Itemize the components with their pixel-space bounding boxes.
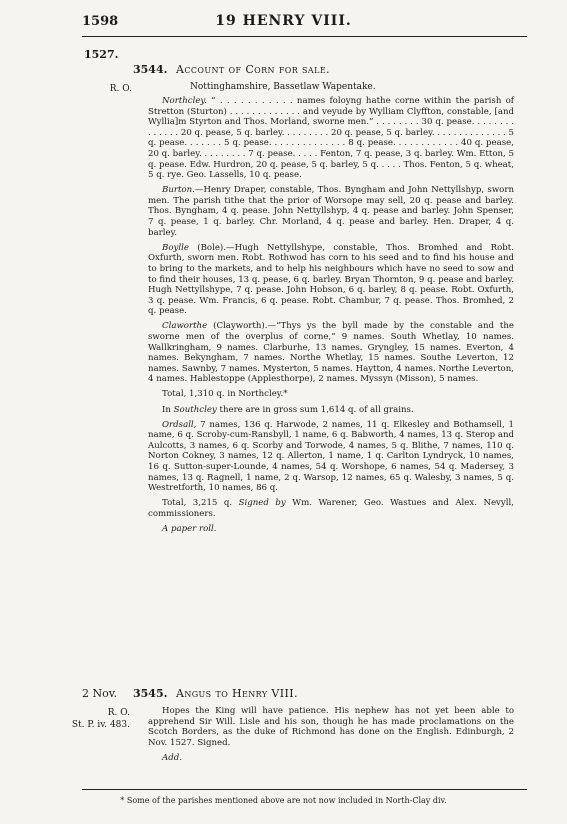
margin-source: R. O. xyxy=(109,84,132,94)
page-number: 1598 xyxy=(82,14,119,29)
year-marker: 1527. xyxy=(84,48,119,61)
wapentake-heading: Nottinghamshire, Bassetlaw Wapentake. xyxy=(190,82,376,92)
entry-3544-body xyxy=(148,96,514,539)
paragraph-boylle: Boylle (Bole).—Hugh Nettyllshype, constable, Thos. Bromhed and Robt. Oxfurth, sworn men. Robt. Rothwod has corn to his seed and to find his house and to bring to the markets, and to help his neighbours which have no seed to sow and to find their houses, 13 q. pease, 6 q. barley. Bryan Thornton, 9 q. pease and barley. Hugh Nettyllshype, 7 q. pease. John Hobson, 6 q. barley, 8 q. pease. Robt. Oxfurth, 3 q. pease. Wm. Francis, 6 q. pease. Robt. Chambur, 7 q. pease. Thos. Bromhed, 2 q. pease. xyxy=(148,242,514,317)
header-rule xyxy=(82,36,527,37)
footnote-rule xyxy=(82,789,527,790)
entry-3545-body xyxy=(148,706,514,768)
running-title: 19 HENRY VIII. xyxy=(215,13,352,29)
entry-title-3545: Angus to Henry VIII. xyxy=(176,687,298,700)
paragraph-paper-roll: A paper roll. xyxy=(162,523,217,534)
paragraph-ordsall: Ordsall, 7 names, 136 q. Harwode, 2 names, 11 q. Elkesley and Bothamsell, 1 name, 6 q. Scroby-cum-Ransbyll, 1 name, 6 q. Babworth, 4 names, 13 q. Sterop and Aulcotts, 3 names, 6 q. Scorby and Torwode, 4 names, 5 q. Blithe, 7 names, 110 q. Norton Cokney, 3 names, 12 q. Allerton, 1 name, 1 q. Carlton Lyndryck, 10 names, 16 q. Sutton-super-Lounde, 4 names, 54 q. Worshope, 6 names, 54 q. Madersey, 3 names, 13 q. Ragnell, 1 name, 2 q. Warsop, 12 names, 65 q. Walesby, 3 names, 5 q. Westretforth, 10 names, 86 q. xyxy=(148,419,514,494)
footnote: * Some of the parishes mentioned above are not now included in North-Clay div. xyxy=(120,796,447,805)
margin-source-3545: R. O. xyxy=(107,708,130,718)
paragraph-total-northcley: Total, 1,310 q. in Northcley.* xyxy=(162,389,288,400)
entry-number-3545: 3545. xyxy=(133,687,168,700)
paragraph-southcley: In Southcley there are in gross sum 1,614 q. of all grains. xyxy=(162,404,414,415)
paragraph-add: Add. xyxy=(162,752,182,763)
paragraph-claworthe: Claworthe (Clayworth).—“Thys ys the byll made by the constable and the sworne men of the overplus of corne,” 9 names. South Whetlay, 10 names. Wallkringham, 9 names. Clarburhe, 13 names. Gryngley, 15 names. Everton, 4 names. Bekyngham, 7 names. Northe Whetlay, 15 names. Southe Leverton, 12 names. Sawnby, 7 names. Mysterton, 5 names. Haytton, 4 names. Northe Leverton, 4 names. Hablestoppe (Applesthorpe), 2 names. Myssyn (Misson), 5 names. xyxy=(148,321,514,385)
paragraph-burton: Burton.—Henry Draper, constable, Thos. Byngham and John Nettyllshyp, sworn men. The parish tithe that the prior of Worsope may sell, 20 q. pease and barley. Thos. Byngham, 4 q. pease. John Nettyllshyp, 4 q. pease and barley. John Spenser, 7 q. pease, 1 q. barley. Chr. Morland, 4 q. pease and barley. Hen. Draper, 4 q. barley. xyxy=(148,185,514,238)
entry-title: Account of Corn for sale. xyxy=(176,63,330,76)
entry-date: 2 Nov. xyxy=(82,687,118,700)
paragraph-northcley: Northcley. “ . . . . . . . . . . . names foloyng hathe corne within the parish of Stretton (Sturton) . . . . . . . . . . . . . and veyude by Wylliam Clyffton, constable, [and Wyllia]m Styrton and Thos. Morland, sworne men.” . . . . . . . . 30 q. pease. . . . . . . . . . . . . . 20 q. pease, 5 q. barley. . . . . . . . . 20 q. pease, 5 q. barley. . . . . . . . . . . . . . 5 q. pease. . . . . . . 5 q. pease. . . . . . . . . . . . . . 8 q. pease. . . . . . . . . . . . 40 q. pease, 20 q. barley. . . . . . . . . 7 q. pease. . . . . Fenton, 7 q. pease, 3 q. barley. Wm. Etton, 5 q. pease. Edw. Hurdron, 20 q. pease, 5 q. barley, 5 q. . . . . Thos. Fenton, 5 q. wheat, 5 q. rye. Geo. Lassells, 10 q. pease. xyxy=(148,96,514,181)
entry-number: 3544. xyxy=(133,63,168,76)
margin-reference-3545: St. P. iv. 483. xyxy=(71,720,130,730)
paragraph-total-signed: Total, 3,215 q. Signed by Wm. Warener, Geo. Wastues and Alex. Nevyll, commissioners. xyxy=(148,498,514,519)
paragraph-angus-letter: Hopes the King will have patience. His nephew has not yet been able to apprehend Sir Will. Lisle and his son, though he has made proclamations on the Scotch Borders, as the duke of Richmond has done on the English. Edinburgh, 2 Nov. 1527. Signed. xyxy=(148,706,514,748)
